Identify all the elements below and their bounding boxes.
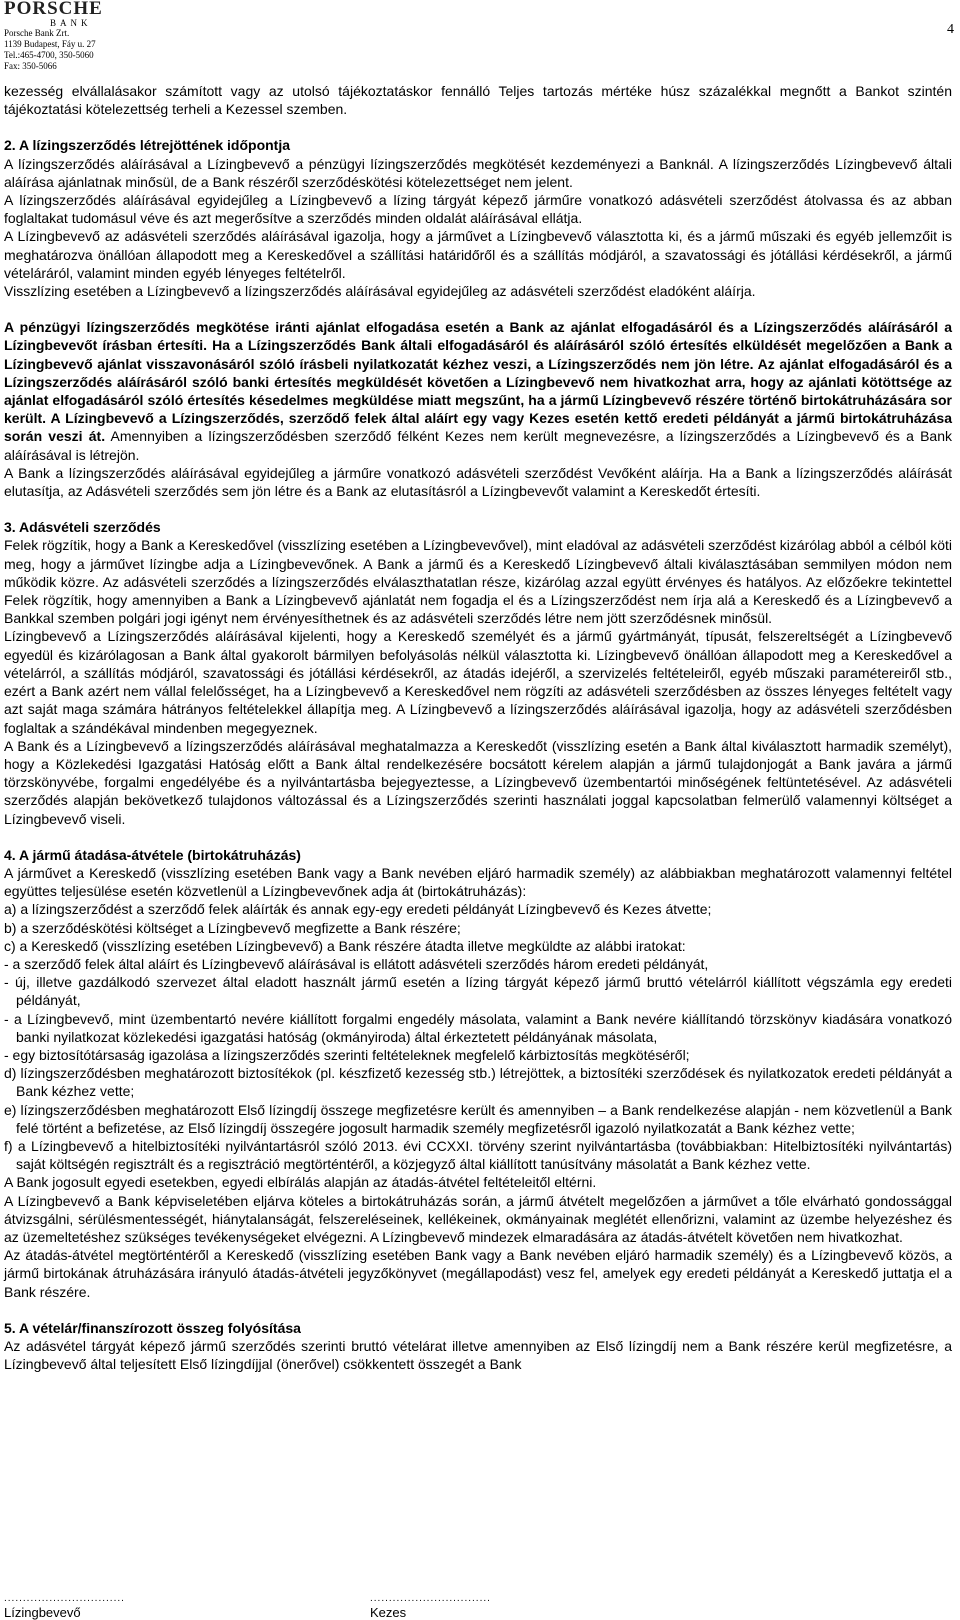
signature-line: ................................ — [4, 1593, 125, 1604]
paragraph: Az adásvétel tárgyát képező jármű szerződés szerinti bruttó vételárat illetve amennyiben az Első lízingdíj nem a Bank részére kerül megfizetésre, a Lízingbevevő által teljesített Első lízingdíjjal (önerővel) csökkentett összegét a Bank — [4, 1338, 952, 1373]
paragraph: Az átadás-átvétel megtörténtéről a Kereskedő (visszlízing esetében Bank vagy a Bank nevében eljáró harmadik személy) és a Lízingbevevő közös, a jármű birtokának átruházására irányuló átadás-átvételi jegyzőkönyvet (megállapodást) vesz fel, amelyek egy eredeti példányát a Kereskedő juttatja el a Bank részére. — [4, 1247, 952, 1300]
paragraph: Visszlízing esetében a Lízingbevevő a lízingszerződés aláírásával egyidejűleg az adásvételi szerződést eladóként aláírja. — [4, 283, 756, 300]
document-body — [4, 82, 952, 1373]
logo-wordmark: PORSCHE — [4, 0, 103, 19]
signature-label: Kezes — [370, 1605, 407, 1620]
paragraph: A járművet a Kereskedő (visszlízing esetében Bank vagy a Bank nevében eljáró harmadik személy) az alábbiakban meghatározott valamennyi feltétel együttes teljesülése esetén közvetlenül a Lízingbevevőnek adja át (birtokátruházás): — [4, 864, 952, 900]
list-item: a) a lízingszerződést a szerződő felek aláírták és annak egy-egy eredeti példányát Lízingbevevő és Kezes átvette; — [4, 901, 712, 918]
company-fax: Fax: 350-5066 — [4, 61, 57, 71]
signature-line: ................................ — [370, 1593, 491, 1604]
paragraph: A Bank a lízingszerződés aláírásával egyidejűleg a járműre vonatkozó adásvételi szerződést Vevőként aláírja. Ha a Bank a lízingszerződés aláírását elutasítja, az Adásvételi szerződés sem jön létre és a Bank az elutasításról a Lízingbevevőt valamint a Kereskedőt értesíti. — [4, 464, 952, 500]
regular-text: Amennyiben a lízingszerződésben szerződő félként Kezes nem került megnevezésre, a lízingszerződés a Lízingbevevő és a Bank aláírásával is létrejön. — [4, 428, 952, 463]
paragraph: A lízingszerződés aláírásával a Lízingbevevő a pénzügyi lízingszerződés megkötését kezdeményezi a Banknál. A lízingszerződés Lízingbevevő általi aláírása ajánlatnak minősül, de a Bank részéről szerződéskötési kötelezettséget nem jelent. — [4, 155, 952, 190]
bold-text: A pénzügyi lízingszerződés megkötése iránti ajánlat elfogadása esetén a Bank az ajánlat elfogadásáról és a Lízingszerződés aláírásáról a Lízingbevevőt írásban értesíti. Ha a Lízingszerződés Bank általi elfogadásáról és aláírásáról szóló értesítés elküldését megelőzően a Bank a Lízingbevevő ajánlat visszavonásáról szóló írásbeli nyilatkozatát kézhez veszi, a Lízingszerződés nem jön létre. Az ajánlat elfogadásáról és a Lízingszerződés aláírásáról szóló banki értesítés megküldését követően a Lízingbevevő nem hivatkozhat arra, hogy az ajánlati kötöttsége az ajánlat elfogadásáról szóló értesítés késedelmes megküldése miatt megszűnt, ha a jármű Lízingbevevő részére történő birtokátruházására sor került. A Lízingbevevő a Lízingszerződés, szerződő felek által aláírt egy vagy Kezes esetén kettő eredeti példányát a jármű birtokátruházása során veszi át. — [4, 319, 952, 445]
paragraph: A Lízingbevevő a Bank képviseletében eljárva köteles a birtokátruházás során, a jármű átvételt megelőzően a járművet a tőle elvárható gondossággal átvizsgálni, sérülésmentességét, hiánytalanságát, felszereléseinek, kellékeinek, okmányainak meglétét ellenőrizni, valamint az üzembe helyezéshez és az üzemeltetéshez szükséges tevékenységeket elvégezni. A Lízingbevevő mindezek elmaradására az átadás-átvételt követően nem hivatkozhat. — [4, 1192, 952, 1245]
section-3-title: 3. Adásvételi szerződés — [4, 519, 161, 536]
list-item: - a Lízingbevevő, mint üzembentartó nevére kiállított forgalmi engedély másolata, valamint a Bank nevére kiállítandó törzskönyv kiadására vonatkozó banki nyilatkozat közlekedési igazgatási hatóság (okmányiroda) által érkeztetett példányának másolata, — [4, 1010, 952, 1045]
paragraph: Lízingbevevő a Lízingszerződés aláírásával kijelenti, hogy a Kereskedő személyét és a jármű gyártmányát, típusát, felszereltségét a Lízingbevevő egyedül és kizárólagosan a Bank által gyakorolt bármilyen befolyásolás nélkül választotta ki. Lízingbevevő önállóan állapodott meg a Kereskedővel a vételárról, a szállítás módjáról, szavatossági és jótállási kérdésekről, az átadás idejéről, a szervizelés feltételeiről, egyéb műszaki paramétereiről stb., ezért a Bank azért nem vállal felelősséget, ha a Lízingbevevő a Kereskedővel nem rögzíti az adásvételi szerződésben az összes lényeges feltételt vagy azt saját maga számára hátrányos feltételekkel állapítja meg. A Lízingbevevő a lízingszerződés aláírásával igazolja, hogy az adásvételi szerződésben foglaltak a szándékával mindenben megegyeznek. — [4, 628, 952, 736]
list-item: - egy biztosítótársaság igazolása a lízingszerződés szerinti feltételeknek megfelelő kárbiztosítás megkötéséről; — [4, 1046, 690, 1063]
paragraph: A lízingszerződés aláírásával egyidejűleg a Lízingbevevő a lízing tárgyát képező járműre vonatkozó adásvételi szerződést átolvassa és az abban foglaltakat tudomásul véve és azt megerősítve a szerződés minden oldalát aláírásával ellátja. — [4, 192, 952, 227]
signature-label: Lízingbevevő — [4, 1605, 81, 1620]
paragraph: A Bank jogosult egyedi esetekben, egyedi elbírálás alapján az átadás-átvétel feltételeitől eltérni. — [4, 1174, 597, 1191]
list-item: e) lízingszerződésben meghatározott Első lízingdíj összege megfizetésre került és amennyiben – a Bank rendelkezése alapján - nem közvetlenül a Bank felé történt a befizetése, az Első lízingdíj összegére jogosult harmadik személy megfizetésről igazoló nyilatkozatát a Bank kézhez vette; — [4, 1101, 952, 1136]
logo-bank-label: BANK — [50, 18, 92, 28]
list-item: f) a Lízingbevevő a hitelbiztosítéki nyilvántartásról szóló 2013. évi CCXXI. törvény szerint nyilvántartásba (továbbiakban: Hitelbiztosítéki nyilvántartás) saját költségén regisztrált és a regisztráció megtörténtéről, a közjegyző által kiállított tanúsítvány másolatát a Bank kézhez vette. — [4, 1137, 952, 1173]
list-item: d) lízingszerződésben meghatározott biztosítékok (pl. készfizető kezesség stb.) létrejöttek, a biztosítéki szerződések és nyilatkozatok eredeti példányát a Bank kézhez vette; — [4, 1065, 952, 1100]
list-item: c) a Kereskedő (visszlízing esetében Lízingbevevő) a Bank részére átadta illetve megküldte az alábbi iratokat: — [4, 937, 686, 954]
company-phone: Tel.:465-4700, 350-5060 — [4, 50, 94, 60]
list-item: - a szerződő felek által aláírt és Lízingbevevő aláírásával is ellátott adásvételi szerződés három eredeti példányát, — [4, 955, 709, 972]
paragraph: A Lízingbevevő az adásvételi szerződés aláírásával igazolja, hogy a járművet a Lízingbevevő választotta ki, és a jármű műszaki és egyéb jellemzőit is meghatározva önállóan állapodott meg a Kereskedővel a szállítási határidőről és a szállítás módjáról, a szavatossági és jótállási kérdésekről, a jármű vételáráról, valamint minden egyéb lényeges feltételről. — [4, 228, 952, 281]
page-number: 4 — [947, 22, 954, 37]
company-address: 1139 Budapest, Fáy u. 27 — [4, 39, 96, 49]
signature-lizingbevevo — [4, 1592, 125, 1620]
section-2-title: 2. A lízingszerződés létrejöttének időpontja — [4, 137, 291, 154]
list-item: b) a szerződéskötési költséget a Lízingbevevő megfizette a Bank részére; — [4, 919, 461, 936]
company-name: Porsche Bank Zrt. — [4, 28, 70, 38]
paragraph: kezesség elvállalásakor számított vagy az utolsó tájékoztatáskor fennálló Teljes tartozás mértéke húsz százalékkal megnőtt a Bankot szintén tájékoztatási kötelezettség terheli a Kezessel szemben. — [4, 83, 952, 118]
paragraph: Felek rögzítik, hogy a Bank a Kereskedővel (visszlízing esetében a Lízingbevevővel), mint eladóval az adásvételi szerződést kizárólag abból a célból köti meg, hogy a járművet lízingbe adja a Lízingbevevőnek. A Bank a jármű és a Kereskedő Lízingbevevő általi kiválasztásában semmilyen módon nem működik közre. Az adásvételi szerződés a lízingszerződés elválaszthatatlan része, kizárólag azzal együtt érvényes és hatályos. Az előzőekre tekintettel Felek rögzítik, hogy amennyiben a Bank a Lízingbevevő ajánlatát nem fogadja el és a Lízingszerződést nem írja alá a Kereskedő és a Lízingbevevő a Bankkal szemben polgári jogi igényt nem érvényesíthetnek és az adásvételi szerződés létre nem jött szerződésnek minősül. — [4, 537, 952, 627]
paragraph-bold-mixed — [4, 318, 952, 464]
section-4-title: 4. A jármű átadása-átvétele (birtokátruházás) — [4, 846, 301, 863]
signature-kezes — [370, 1592, 491, 1620]
list-item: - új, illetve gazdálkodó szervezet által eladott használt jármű esetén a lízing tárgyát képező jármű bruttó vételárról kiállított végszámla egy eredeti példányát, — [4, 974, 952, 1009]
bank-logo — [4, 0, 164, 72]
paragraph: A Bank és a Lízingbevevő a lízingszerződés aláírásával meghatalmazza a Kereskedőt (visszlízing esetén a Bank által kiválasztott harmadik személyt), hogy a Közlekedési Igazgatási Hatóság előtt a Bank által rendelkezésére bocsátott kérelem alapján a jármű tulajdonjogát a Bank javára a jármű törzskönyvébe, forgalmi engedélyébe és a nyilvántartásba bejegyeztesse, a Lízingbevevő üzembentartói minőségének feltüntetésével. Az adásvételi szerződés alapján bekövetkező tulajdonos változással és a Lízingszerződés szerinti használati joggal kapcsolatban felmerülő valamennyi költséget a Lízingbevevő viseli. — [4, 737, 952, 827]
section-5-title: 5. A vételár/finanszírozott összeg folyósítása — [4, 1319, 301, 1336]
